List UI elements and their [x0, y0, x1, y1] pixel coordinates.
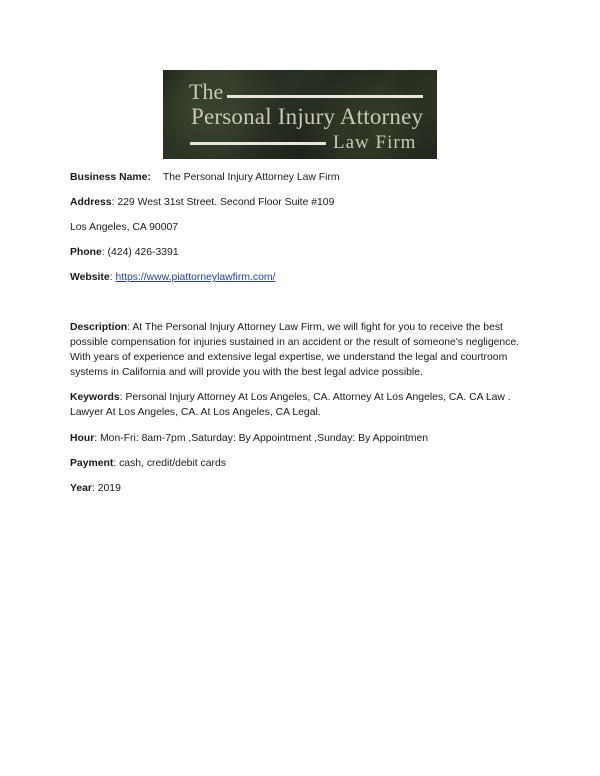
- website-link[interactable]: https://www.piattorneylawfirm.com/: [115, 272, 276, 283]
- keywords-paragraph: [70, 390, 540, 420]
- business-name-value: The Personal Injury Attorney Law Firm: [162, 172, 340, 183]
- website-label: Website: [70, 272, 110, 283]
- logo-bar-top: [227, 95, 423, 98]
- payment-line: [70, 457, 226, 471]
- phone-value: (424) 426-3391: [107, 247, 179, 258]
- description-separator: :: [127, 322, 133, 333]
- address-separator: :: [111, 197, 118, 208]
- hour-label: Hour: [70, 433, 95, 444]
- hour-line: [70, 432, 428, 446]
- address-label: Address: [70, 197, 112, 208]
- payment-separator: :: [113, 458, 120, 469]
- hour-separator: :: [94, 433, 101, 444]
- year-separator: :: [91, 483, 98, 494]
- keywords-text: Personal Injury Attorney At Los Angeles, CA. Attorney At Los Angeles, CA. CA Law . Lawyer At Los Angeles, CA. At Los Angeles, CA Legal.: [70, 392, 511, 418]
- phone-line: [70, 246, 179, 260]
- description-paragraph: [70, 320, 540, 380]
- keywords-separator: :: [119, 392, 126, 403]
- address-city: Los Angeles, CA 90007: [70, 222, 179, 233]
- logo-text-main: Personal Injury Attorney: [191, 104, 424, 129]
- year-label: Year: [70, 483, 92, 494]
- website-separator: :: [109, 272, 116, 283]
- address-city-line: [70, 221, 178, 235]
- phone-separator: :: [101, 247, 108, 258]
- payment-text: cash, credit/debit cards: [119, 458, 226, 469]
- address-line: [70, 196, 334, 210]
- logo-bar-bottom: [190, 142, 326, 145]
- phone-label: Phone: [70, 247, 102, 258]
- year-text: 2019: [97, 483, 121, 494]
- keywords-label: Keywords: [70, 392, 120, 403]
- business-name-label: Business Name:: [70, 172, 151, 183]
- address-street: 229 West 31st Street. Second Floor Suite #109: [117, 197, 335, 208]
- payment-label: Payment: [70, 458, 114, 469]
- description-text: At The Personal Injury Attorney Law Firm, we will fight for you to receive the best possible compensation for injuries sustained in an accident or the result of someone's negligence. With years of experience and extensive legal expertise, we understand the legal and courtroom systems in California and will provide you with the best legal advice possible.: [70, 322, 520, 378]
- year-line: [70, 482, 121, 496]
- hour-text: Mon-Fri: 8am-7pm ,Saturday: By Appointment ,Sunday: By Appointmen: [100, 433, 429, 444]
- law-firm-logo: [163, 70, 437, 159]
- logo-text-law-firm: Law Firm: [333, 132, 417, 153]
- business-name-line: [70, 171, 340, 185]
- logo-text-the: The: [189, 79, 224, 104]
- description-label: Description: [70, 322, 128, 333]
- website-line: [70, 271, 275, 285]
